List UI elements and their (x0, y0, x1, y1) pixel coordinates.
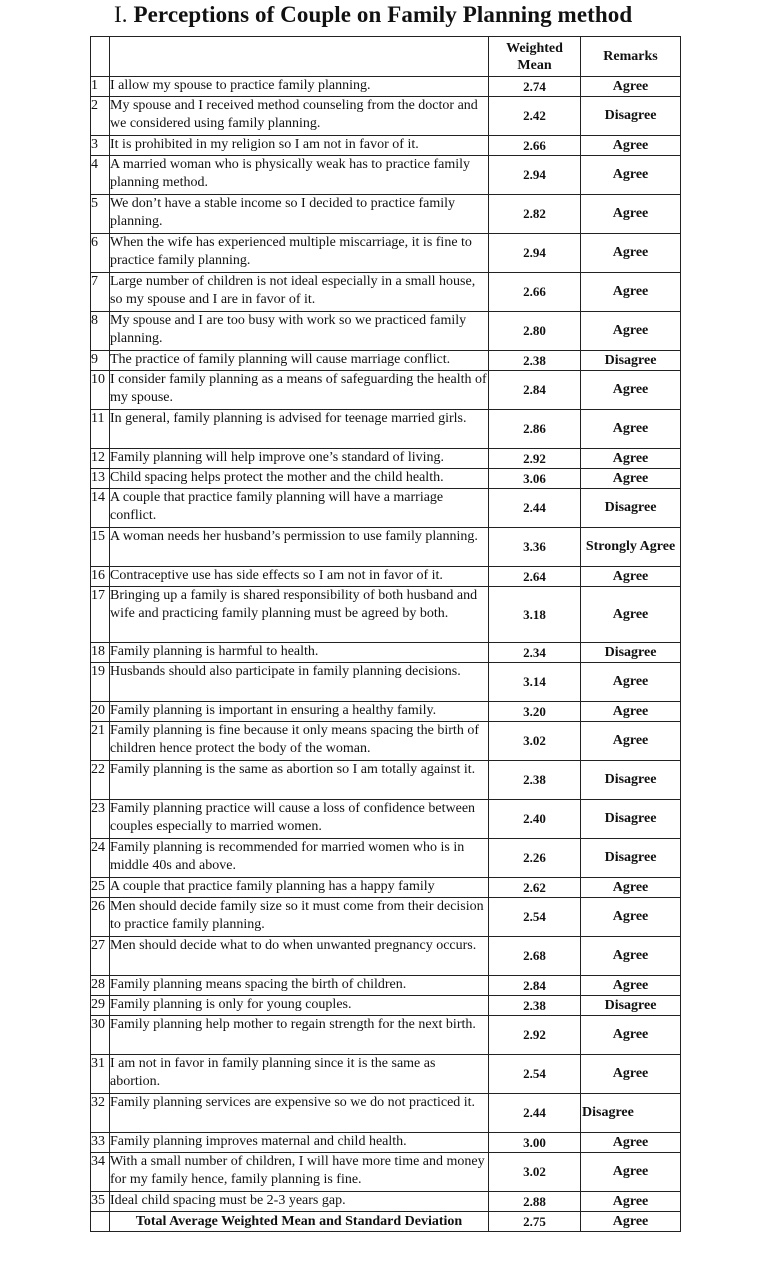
table-row (91, 800, 681, 839)
statement-text: Family planning is the same as abortion so I am totally against it. (110, 761, 489, 800)
weighted-mean-value: 2.66 (489, 273, 581, 312)
table-row (91, 77, 681, 97)
weighted-mean-value: 3.00 (489, 1133, 581, 1153)
statement-text: The practice of family planning will cause marriage conflict. (110, 351, 489, 371)
remark-value: Agree (581, 195, 681, 234)
table-row (91, 410, 681, 449)
row-number: 8 (91, 312, 110, 351)
table-row (91, 371, 681, 410)
table-row (91, 1094, 681, 1133)
row-number: 26 (91, 898, 110, 937)
page-title (114, 2, 632, 28)
weighted-mean-value: 2.62 (489, 878, 581, 898)
weighted-mean-value: 2.38 (489, 996, 581, 1016)
table-row (91, 702, 681, 722)
statement-text: I consider family planning as a means of safeguarding the health of my spouse. (110, 371, 489, 410)
remark-value: Agree (581, 469, 681, 489)
table-row (91, 996, 681, 1016)
total-number-cell (91, 1212, 110, 1232)
weighted-mean-value: 2.74 (489, 77, 581, 97)
row-number: 1 (91, 77, 110, 97)
total-label: Total Average Weighted Mean and Standard Deviation (110, 1212, 489, 1232)
statement-text: A couple that practice family planning has a happy family (110, 878, 489, 898)
header-number (91, 37, 110, 77)
weighted-mean-value: 3.02 (489, 1153, 581, 1192)
remark-value: Agree (581, 663, 681, 702)
table-row (91, 469, 681, 489)
statement-text: Husbands should also participate in family planning decisions. (110, 663, 489, 702)
header-row (91, 37, 681, 77)
weighted-mean-value: 2.64 (489, 567, 581, 587)
table-row (91, 643, 681, 663)
row-number: 15 (91, 528, 110, 567)
row-number: 6 (91, 234, 110, 273)
row-number: 23 (91, 800, 110, 839)
remark-value: Agree (581, 587, 681, 643)
remark-value: Agree (581, 1133, 681, 1153)
row-number: 4 (91, 156, 110, 195)
row-number: 20 (91, 702, 110, 722)
statement-text: Family planning is harmful to health. (110, 643, 489, 663)
row-number: 34 (91, 1153, 110, 1192)
statement-text: Family planning help mother to regain strength for the next birth. (110, 1016, 489, 1055)
table-row (91, 878, 681, 898)
table-row (91, 663, 681, 702)
statement-text: I am not in favor in family planning since it is the same as abortion. (110, 1055, 489, 1094)
weighted-mean-value: 2.34 (489, 643, 581, 663)
remark-value: Agree (581, 449, 681, 469)
remark-value: Agree (581, 312, 681, 351)
row-number: 7 (91, 273, 110, 312)
remark-value: Agree (581, 567, 681, 587)
statement-text: In general, family planning is advised for teenage married girls. (110, 410, 489, 449)
row-number: 12 (91, 449, 110, 469)
table-row (91, 839, 681, 878)
remark-value: Disagree (581, 800, 681, 839)
statement-text: Child spacing helps protect the mother and the child health. (110, 469, 489, 489)
title-numeral: I. (114, 2, 128, 27)
total-row (91, 1212, 681, 1232)
table-row (91, 1192, 681, 1212)
table-row (91, 587, 681, 643)
statement-text: Ideal child spacing must be 2-3 years gap. (110, 1192, 489, 1212)
total-remark: Agree (581, 1212, 681, 1232)
table-row (91, 273, 681, 312)
header-weighted-mean: Weighted Mean (489, 37, 581, 77)
weighted-mean-value: 3.36 (489, 528, 581, 567)
remark-value: Agree (581, 156, 681, 195)
row-number: 18 (91, 643, 110, 663)
weighted-mean-value: 2.54 (489, 898, 581, 937)
table-row (91, 1016, 681, 1055)
row-number: 2 (91, 97, 110, 136)
weighted-mean-value: 2.82 (489, 195, 581, 234)
row-number: 29 (91, 996, 110, 1016)
weighted-mean-value: 3.20 (489, 702, 581, 722)
weighted-mean-value: 3.06 (489, 469, 581, 489)
remark-value: Agree (581, 1153, 681, 1192)
remark-value: Agree (581, 937, 681, 976)
weighted-mean-value: 2.38 (489, 351, 581, 371)
table-row (91, 976, 681, 996)
table-row (91, 722, 681, 761)
weighted-mean-value: 2.80 (489, 312, 581, 351)
table-row (91, 97, 681, 136)
row-number: 21 (91, 722, 110, 761)
statement-text: Bringing up a family is shared responsibility of both husband and wife and practicing family planning must be agreed by both. (110, 587, 489, 643)
table-row (91, 136, 681, 156)
statement-text: A couple that practice family planning will have a marriage conflict. (110, 489, 489, 528)
row-number: 25 (91, 878, 110, 898)
table-row (91, 1133, 681, 1153)
row-number: 3 (91, 136, 110, 156)
weighted-mean-value: 2.40 (489, 800, 581, 839)
row-number: 13 (91, 469, 110, 489)
row-number: 30 (91, 1016, 110, 1055)
table-row (91, 234, 681, 273)
weighted-mean-value: 2.66 (489, 136, 581, 156)
table-row (91, 449, 681, 469)
statement-text: When the wife has experienced multiple miscarriage, it is fine to practice family planning. (110, 234, 489, 273)
statement-text: Large number of children is not ideal especially in a small house, so my spouse and I are in favor of it. (110, 273, 489, 312)
remark-value: Agree (581, 1016, 681, 1055)
statement-text: Family planning is important in ensuring a healthy family. (110, 702, 489, 722)
statement-text: Family planning improves maternal and child health. (110, 1133, 489, 1153)
table-row (91, 567, 681, 587)
statement-text: With a small number of children, I will have more time and money for my family hence, family planning is fine. (110, 1153, 489, 1192)
row-number: 32 (91, 1094, 110, 1133)
remark-value: Disagree (581, 1094, 681, 1133)
table-row (91, 312, 681, 351)
row-number: 33 (91, 1133, 110, 1153)
weighted-mean-value: 2.92 (489, 1016, 581, 1055)
remark-value: Agree (581, 976, 681, 996)
statement-text: My spouse and I are too busy with work so we practiced family planning. (110, 312, 489, 351)
row-number: 14 (91, 489, 110, 528)
statement-text: Family planning will help improve one’s standard of living. (110, 449, 489, 469)
weighted-mean-value: 3.18 (489, 587, 581, 643)
statement-text: Family planning is only for young couples. (110, 996, 489, 1016)
row-number: 35 (91, 1192, 110, 1212)
weighted-mean-value: 2.54 (489, 1055, 581, 1094)
remark-value: Agree (581, 371, 681, 410)
perceptions-table (90, 36, 681, 1232)
weighted-mean-value: 2.94 (489, 156, 581, 195)
row-number: 17 (91, 587, 110, 643)
table-row (91, 761, 681, 800)
table-row (91, 156, 681, 195)
weighted-mean-value: 2.92 (489, 449, 581, 469)
remark-value: Disagree (581, 97, 681, 136)
remark-value: Disagree (581, 351, 681, 371)
statement-text: My spouse and I received method counseling from the doctor and we considered using family planning. (110, 97, 489, 136)
remark-value: Agree (581, 136, 681, 156)
weighted-mean-value: 3.02 (489, 722, 581, 761)
weighted-mean-value: 2.88 (489, 1192, 581, 1212)
remark-value: Agree (581, 410, 681, 449)
row-number: 31 (91, 1055, 110, 1094)
row-number: 16 (91, 567, 110, 587)
table-row (91, 195, 681, 234)
remark-value: Disagree (581, 643, 681, 663)
row-number: 27 (91, 937, 110, 976)
statement-text: Men should decide what to do when unwanted pregnancy occurs. (110, 937, 489, 976)
total-mean: 2.75 (489, 1212, 581, 1232)
remark-value: Disagree (581, 489, 681, 528)
statement-text: Family planning means spacing the birth of children. (110, 976, 489, 996)
weighted-mean-value: 2.44 (489, 1094, 581, 1133)
row-number: 11 (91, 410, 110, 449)
statement-text: A woman needs her husband’s permission to use family planning. (110, 528, 489, 567)
remark-value: Disagree (581, 761, 681, 800)
weighted-mean-value: 3.14 (489, 663, 581, 702)
row-number: 22 (91, 761, 110, 800)
row-number: 19 (91, 663, 110, 702)
weighted-mean-value: 2.86 (489, 410, 581, 449)
remark-value: Agree (581, 878, 681, 898)
statement-text: We don’t have a stable income so I decided to practice family planning. (110, 195, 489, 234)
remark-value: Agree (581, 273, 681, 312)
statement-text: Family planning practice will cause a loss of confidence between couples especially to married women. (110, 800, 489, 839)
remark-value: Disagree (581, 996, 681, 1016)
header-remarks: Remarks (581, 37, 681, 77)
remark-value: Agree (581, 898, 681, 937)
weighted-mean-value: 2.84 (489, 371, 581, 410)
header-statement (110, 37, 489, 77)
table-row (91, 489, 681, 528)
remark-value: Disagree (581, 839, 681, 878)
statement-text: Contraceptive use has side effects so I am not in favor of it. (110, 567, 489, 587)
statement-text: Family planning is recommended for married women who is in middle 40s and above. (110, 839, 489, 878)
table-row (91, 351, 681, 371)
table-row (91, 898, 681, 937)
remark-value: Agree (581, 77, 681, 97)
weighted-mean-value: 2.42 (489, 97, 581, 136)
weighted-mean-value: 2.38 (489, 761, 581, 800)
remark-value: Agree (581, 722, 681, 761)
remark-value: Agree (581, 1192, 681, 1212)
remark-value: Strongly Agree (581, 528, 681, 567)
weighted-mean-value: 2.84 (489, 976, 581, 996)
remark-value: Agree (581, 1055, 681, 1094)
title-text: Perceptions of Couple on Family Planning method (133, 2, 633, 27)
statement-text: It is prohibited in my religion so I am not in favor of it. (110, 136, 489, 156)
row-number: 5 (91, 195, 110, 234)
remark-value: Agree (581, 234, 681, 273)
row-number: 9 (91, 351, 110, 371)
statement-text: A married woman who is physically weak has to practice family planning method. (110, 156, 489, 195)
weighted-mean-value: 2.44 (489, 489, 581, 528)
row-number: 28 (91, 976, 110, 996)
statement-text: Family planning is fine because it only means spacing the birth of children hence protect the body of the woman. (110, 722, 489, 761)
table-row (91, 1153, 681, 1192)
remark-value: Agree (581, 702, 681, 722)
row-number: 24 (91, 839, 110, 878)
table-row (91, 937, 681, 976)
table-row (91, 1055, 681, 1094)
statement-text: Family planning services are expensive so we do not practiced it. (110, 1094, 489, 1133)
statement-text: I allow my spouse to practice family planning. (110, 77, 489, 97)
weighted-mean-value: 2.94 (489, 234, 581, 273)
weighted-mean-value: 2.26 (489, 839, 581, 878)
row-number: 10 (91, 371, 110, 410)
statement-text: Men should decide family size so it must come from their decision to practice family planning. (110, 898, 489, 937)
table-row (91, 528, 681, 567)
weighted-mean-value: 2.68 (489, 937, 581, 976)
